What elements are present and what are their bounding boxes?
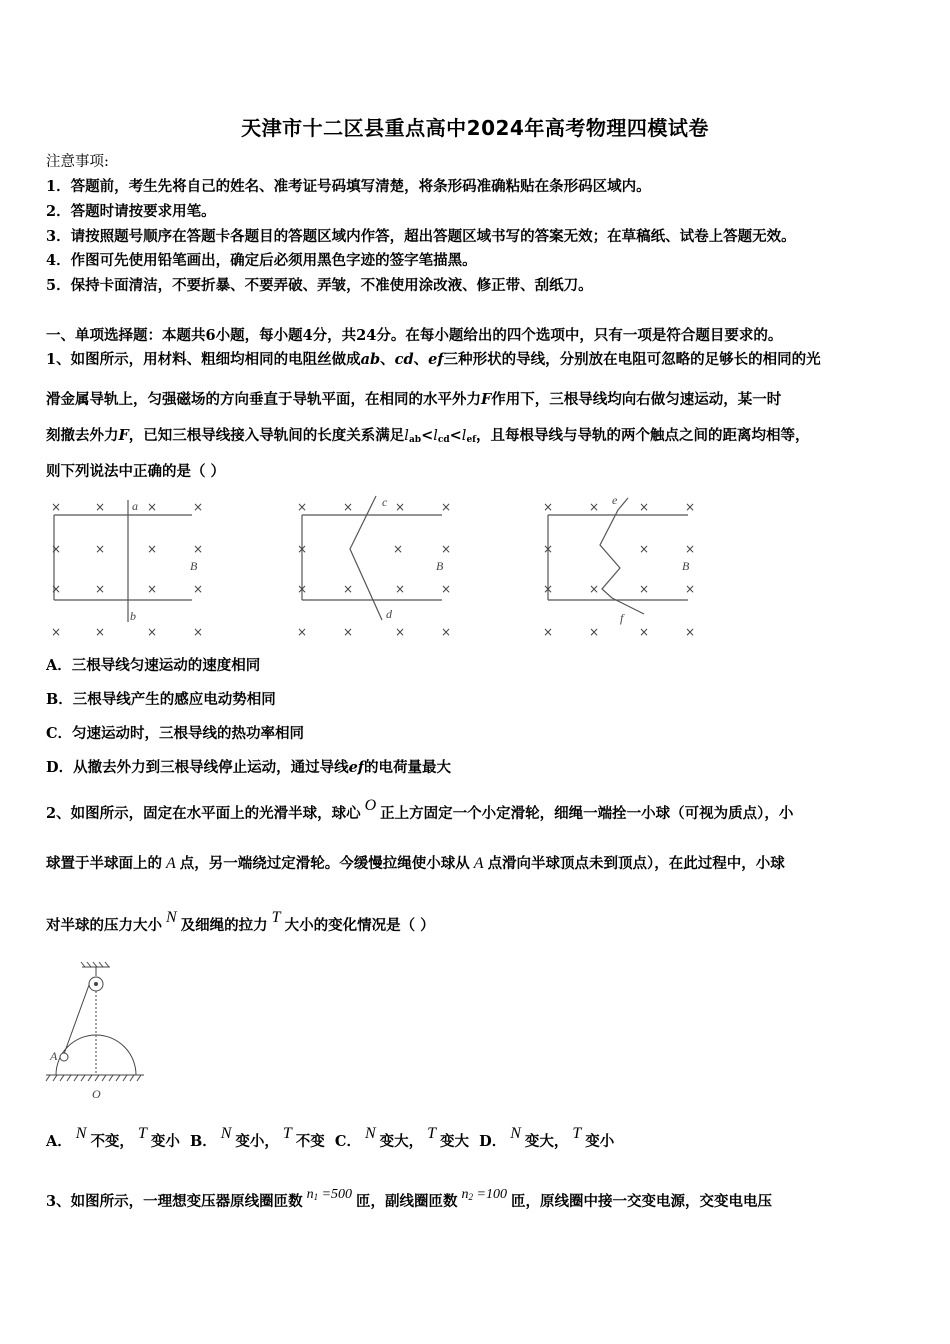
svg-text:×: × (192, 625, 204, 639)
svg-text:×: × (638, 542, 650, 556)
svg-text:×: × (440, 542, 452, 556)
svg-text:×: × (50, 500, 62, 514)
note-item: 3．请按照题号顺序在答题卡各题目的答题区域内作答，超出答题区域书写的答案无效；在草稿纸、试卷上答题无效。 (46, 228, 796, 245)
q2-stem-line1: 2、如图所示，固定在水平面上的光滑半球，球心 O 正上方固定一个小定滑轮，细绳一端拴一小球（可视为质点），小 (46, 797, 794, 822)
svg-text:×: × (542, 542, 554, 556)
svg-text:×: × (342, 500, 354, 514)
q2-stem-line2: 球置于半球面上的 A 点，另一端绕过定滑轮。今缓慢拉绳使小球从 A 点滑向半球顶点未到顶点），在此过程中，小球 (46, 855, 785, 872)
svg-text:B: B (436, 559, 444, 573)
svg-text:×: × (50, 542, 62, 556)
svg-text:×: × (146, 625, 158, 639)
svg-text:×: × (342, 582, 354, 596)
svg-text:×: × (684, 500, 696, 514)
svg-text:×: × (192, 582, 204, 596)
svg-text:×: × (296, 582, 308, 596)
svg-text:×: × (342, 625, 354, 639)
svg-text:×: × (296, 625, 308, 639)
q1-stem-line4: 则下列说法中正确的是（ ） (46, 463, 226, 480)
note-item: 1．答题前，考生先将自己的姓名、准考证号码填写清楚，将条形码准确粘贴在条形码区域内。 (46, 178, 651, 195)
svg-text:×: × (192, 500, 204, 514)
svg-text:×: × (542, 625, 554, 639)
svg-text:×: × (94, 625, 106, 639)
note-item: 5．保持卡面清洁，不要折暴、不要弄破、弄皱，不准使用涂改液、修正带、刮纸刀。 (46, 277, 593, 294)
svg-text:f: f (620, 611, 624, 625)
svg-text:e: e (612, 493, 618, 507)
q1-option-d: D．从撤去外力到三根导线停止运动，通过导线ef的电荷量最大 (46, 759, 452, 776)
svg-text:×: × (542, 500, 554, 514)
svg-text:×: × (392, 542, 404, 556)
q1-figure (40, 492, 720, 642)
svg-text:×: × (192, 542, 204, 556)
svg-text:×: × (542, 582, 554, 596)
q1-stem-line1: 1、如图所示，用材料、粗细均相同的电阻丝做成ab、cd、ef三种形状的导线，分别放在电阻可忽略的足够长的相同的光 (46, 351, 821, 368)
q1-stem-line2: 滑金属导轨上，匀强磁场的方向垂直于导轨平面，在相同的水平外力F作用下，三根导线均向右做匀速运动，某一时 (46, 391, 782, 408)
q1-option-c: C．匀速运动时，三根导线的热功率相同 (46, 725, 305, 742)
svg-text:×: × (94, 500, 106, 514)
svg-text:×: × (638, 625, 650, 639)
svg-text:×: × (94, 582, 106, 596)
note-item: 4．作图可先使用铅笔画出，确定后必须用黑色字迹的签字笔描黑。 (46, 252, 477, 269)
svg-text:×: × (296, 500, 308, 514)
svg-text:a: a (132, 499, 138, 513)
svg-text:×: × (638, 582, 650, 596)
svg-text:B: B (190, 559, 198, 573)
q2-stem-line3: 对半球的压力大小 N 及细绳的拉力 T 大小的变化情况是（ ） (46, 909, 435, 934)
svg-text:A: A (50, 1049, 58, 1063)
q1-option-b: B．三根导线产生的感应电动势相同 (46, 691, 276, 708)
svg-text:×: × (146, 542, 158, 556)
svg-text:c: c (382, 495, 388, 509)
svg-text:×: × (50, 625, 62, 639)
q2-options: A． N 不变， T 变小 B． N 变小， T 不变 C． N 变大， T 变大 D． N 变大， T 变小 (46, 1125, 615, 1150)
svg-text:×: × (146, 500, 158, 514)
svg-text:×: × (588, 625, 600, 639)
q3-stem-line1: 3、如图所示，一理想变压器原线圈匝数 $n_1 =500$ 匝，副线圈匝数 $n_2 =100$ 匝，原线圈中接一交变电源，交变电电压 (46, 1187, 772, 1210)
svg-text:×: × (638, 500, 650, 514)
svg-text:×: × (146, 582, 158, 596)
svg-text:×: × (684, 582, 696, 596)
svg-text:×: × (394, 625, 406, 639)
svg-text:×: × (394, 500, 406, 514)
svg-text:×: × (684, 542, 696, 556)
notes-heading: 注意事项: (46, 154, 109, 170)
svg-text:×: × (588, 582, 600, 596)
section-heading: 一、单项选择题：本题共6小题，每小题4分，共24分。在每小题给出的四个选项中，只有一项是符合题目要求的。 (46, 327, 783, 344)
svg-text:b: b (130, 609, 136, 623)
q1-option-a: A．三根导线匀速运动的速度相同 (46, 657, 261, 674)
svg-text:×: × (588, 500, 600, 514)
page-title: 天津市十二区县重点高中2024年高考物理四模试卷 (241, 116, 709, 140)
svg-text:×: × (684, 625, 696, 639)
note-item: 2．答题时请按要求用笔。 (46, 203, 216, 220)
svg-text:×: × (394, 582, 406, 596)
svg-text:O: O (92, 1087, 101, 1101)
svg-text:×: × (94, 542, 106, 556)
svg-text:B: B (682, 559, 690, 573)
q2-figure (40, 958, 150, 1103)
svg-text:×: × (296, 542, 308, 556)
svg-text:d: d (386, 607, 392, 621)
svg-text:×: × (50, 582, 62, 596)
svg-text:×: × (440, 625, 452, 639)
svg-text:×: × (440, 582, 452, 596)
q1-stem-line3: 刻撤去外力F，已知三根导线接入导轨间的长度关系满足$l_{ab}<l_{cd}<l_{ef}$，且每根导线与导轨的两个触点之间的距离均相等， (46, 427, 810, 445)
svg-text:×: × (440, 500, 452, 514)
